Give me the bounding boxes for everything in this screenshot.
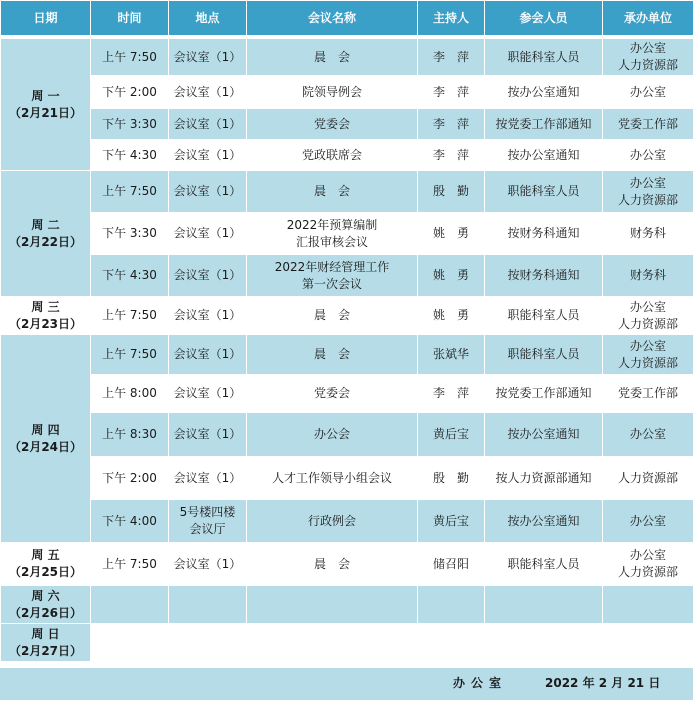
meeting-cell: [247, 586, 418, 624]
meeting-cell-line: 汇报审核会议: [295, 234, 368, 249]
attendees-cell: 职能科室人员: [485, 335, 603, 375]
schedule-row: [1, 335, 694, 375]
place-cell-line: 会议室（1）: [173, 226, 242, 240]
day-label: 周 一: [31, 88, 60, 103]
schedule-row: [1, 543, 694, 586]
organizer-cell: [603, 171, 694, 213]
attendees-cell: 职能科室人员: [485, 39, 603, 76]
schedule-row: [1, 586, 694, 624]
meeting-cell-line: 院领导例会: [301, 84, 362, 99]
host-cell: 李 萍: [418, 140, 485, 171]
meeting-cell: [247, 413, 418, 457]
day-label: 周 四: [31, 422, 60, 437]
place-cell-line: 5号楼四楼: [179, 505, 236, 519]
organizer-cell: [603, 457, 694, 500]
organizer-cell-line: 办公室: [629, 175, 666, 190]
schedule-row: [1, 213, 694, 255]
meeting-cell-line: 2022年财经管理工作: [274, 259, 390, 274]
organizer-cell: [603, 76, 694, 109]
organizer-cell-line: 人力资源部: [617, 58, 678, 72]
host-cell: 李 萍: [418, 39, 485, 76]
organizer-cell-line: 人力资源部: [617, 316, 678, 331]
attendees-cell: 职能科室人员: [485, 297, 603, 335]
time-cell: 下午 3:30: [91, 213, 169, 255]
organizer-cell-line: 办公室: [629, 84, 666, 99]
day-label: 周 二: [31, 217, 60, 232]
time-cell: 下午 4:30: [91, 255, 169, 297]
meeting-cell: [247, 375, 418, 413]
place-cell: [169, 213, 247, 255]
attendees-cell: 按财务科通知: [485, 255, 603, 297]
day-date: （2月21日）: [8, 105, 83, 120]
schedule-row: [1, 297, 694, 335]
organizer-cell-line: 办公室: [629, 299, 666, 314]
meeting-cell: [247, 624, 418, 662]
host-cell: 姚 勇: [418, 297, 485, 335]
footer-org: 办公室: [453, 676, 508, 690]
host-cell: 李 萍: [418, 109, 485, 140]
time-cell: 上午 8:00: [91, 375, 169, 413]
place-cell-line: 会议室（1）: [173, 184, 242, 198]
place-cell: [169, 500, 247, 543]
schedule-row: [1, 500, 694, 543]
time-cell: 下午 4:00: [91, 500, 169, 543]
place-cell: [169, 140, 247, 171]
place-cell-line: 会议室（1）: [173, 347, 242, 361]
meeting-cell: [247, 140, 418, 171]
day-cell: [1, 624, 91, 662]
schedule-row: [1, 255, 694, 297]
day-cell: [1, 543, 91, 586]
meeting-cell-line: 晨 会: [313, 184, 350, 198]
meeting-cell-line: 晨 会: [313, 556, 350, 571]
meeting-cell-line: 办公会: [313, 427, 350, 441]
meeting-cell: [247, 297, 418, 335]
schedule-row: [1, 171, 694, 213]
place-cell: [169, 624, 247, 662]
attendees-cell: 按党委工作部通知: [485, 109, 603, 140]
meeting-cell-line: 2022年预算编制: [286, 217, 378, 232]
time-cell: 上午 7:50: [91, 335, 169, 375]
place-cell: [169, 586, 247, 624]
day-label: 周 五: [31, 548, 60, 562]
place-cell-line: 会议厅: [189, 522, 226, 536]
footer-date: 2022 年 2 月 21 日: [545, 676, 661, 690]
attendees-cell: 按财务科通知: [485, 213, 603, 255]
time-cell: 下午 2:00: [91, 457, 169, 500]
organizer-cell: [603, 335, 694, 375]
time-cell: 下午 2:00: [91, 76, 169, 109]
host-cell: 姚 勇: [418, 213, 485, 255]
attendees-cell: 按党委工作部通知: [485, 375, 603, 413]
organizer-cell-line: 党委工作部: [617, 116, 678, 131]
schedule-row: [1, 109, 694, 140]
schedule-row: [1, 624, 694, 662]
place-cell: [169, 413, 247, 457]
meeting-cell: [247, 457, 418, 500]
meeting-cell: [247, 171, 418, 213]
time-cell: 上午 7:50: [91, 297, 169, 335]
day-date: （2月27日）: [8, 643, 83, 658]
organizer-cell: [603, 140, 694, 171]
organizer-cell-line: 办公室: [629, 147, 666, 162]
organizer-cell: [603, 413, 694, 457]
schedule-row: [1, 413, 694, 457]
attendees-cell: [485, 586, 603, 624]
attendees-cell: 职能科室人员: [485, 171, 603, 213]
host-cell: [418, 624, 485, 662]
header-host: 主持人: [418, 1, 485, 36]
place-cell-line: 会议室（1）: [173, 470, 242, 485]
time-cell: 下午 4:30: [91, 140, 169, 171]
time-cell: 上午 7:50: [91, 543, 169, 586]
host-cell: 殷 勤: [418, 457, 485, 500]
attendees-cell: 按人力资源部通知: [485, 457, 603, 500]
meeting-cell-line: 晨 会: [313, 308, 350, 322]
meeting-cell-line: 晨 会: [313, 49, 350, 64]
place-cell-line: 会议室（1）: [173, 49, 242, 64]
place-cell-line: 会议室（1）: [173, 147, 242, 162]
day-cell: [1, 335, 91, 543]
organizer-cell: [603, 213, 694, 255]
meeting-cell-line: 党委会: [313, 386, 350, 400]
place-cell-line: 会议室（1）: [173, 116, 242, 131]
place-cell: [169, 255, 247, 297]
meeting-cell: [247, 213, 418, 255]
place-cell: [169, 375, 247, 413]
meeting-cell-line: 人才工作领导小组会议: [271, 470, 392, 485]
attendees-cell: 按办公室通知: [485, 140, 603, 171]
organizer-cell: [603, 109, 694, 140]
time-cell: 上午 7:50: [91, 171, 169, 213]
schedule-row: [1, 76, 694, 109]
organizer-cell-line: 办公室: [629, 548, 666, 562]
place-cell: [169, 109, 247, 140]
header-date: 日期: [1, 1, 91, 36]
meeting-cell-line: 第一次会议: [301, 276, 362, 291]
organizer-cell-line: 人力资源部: [617, 355, 678, 370]
organizer-cell-line: 党委工作部: [617, 386, 678, 400]
day-cell: [1, 586, 91, 624]
organizer-cell: [603, 375, 694, 413]
meeting-cell: [247, 500, 418, 543]
place-cell: [169, 297, 247, 335]
meeting-cell: [247, 543, 418, 586]
place-cell: [169, 76, 247, 109]
header-organizer: 承办单位: [603, 1, 694, 36]
place-cell-line: 会议室（1）: [173, 268, 242, 282]
organizer-cell-line: 人力资源部: [617, 470, 678, 485]
meeting-cell-line: 晨 会: [313, 347, 350, 361]
host-cell: 殷 勤: [418, 171, 485, 213]
organizer-cell: [603, 39, 694, 76]
day-date: （2月25日）: [8, 565, 83, 579]
meeting-cell: [247, 335, 418, 375]
meeting-cell: [247, 76, 418, 109]
schedule-row: [1, 39, 694, 76]
schedule-row: [1, 457, 694, 500]
place-cell-line: 会议室（1）: [173, 386, 242, 400]
header-attendees: 参会人员: [485, 1, 603, 36]
attendees-cell: [485, 624, 603, 662]
host-cell: 李 萍: [418, 76, 485, 109]
meeting-cell-line: 行政例会: [307, 513, 356, 528]
header-row: [1, 1, 694, 36]
time-cell: 上午 8:30: [91, 413, 169, 457]
time-cell: [91, 624, 169, 662]
organizer-cell-line: 办公室: [629, 427, 666, 441]
day-label: 周 日: [31, 626, 60, 641]
time-cell: 上午 7:50: [91, 39, 169, 76]
organizer-cell-line: 办公室: [629, 513, 666, 528]
header-place: 地点: [169, 1, 247, 36]
meeting-cell-line: 党委会: [313, 116, 350, 131]
place-cell-line: 会议室（1）: [173, 84, 242, 99]
organizer-cell-line: 办公室: [629, 338, 666, 353]
place-cell: [169, 171, 247, 213]
day-label: 周 三: [31, 299, 60, 314]
organizer-cell-line: 财务科: [629, 268, 666, 282]
day-cell: [1, 171, 91, 297]
time-cell: [91, 586, 169, 624]
schedule-row: [1, 375, 694, 413]
attendees-cell: 按办公室通知: [485, 76, 603, 109]
host-cell: 黄后宝: [418, 500, 485, 543]
organizer-cell-line: 人力资源部: [617, 565, 678, 579]
organizer-cell: [603, 297, 694, 335]
organizer-cell: [603, 624, 694, 662]
place-cell: [169, 543, 247, 586]
day-date: （2月22日）: [8, 234, 83, 249]
host-cell: [418, 586, 485, 624]
day-cell: [1, 297, 91, 335]
attendees-cell: 职能科室人员: [485, 543, 603, 586]
host-cell: 李 萍: [418, 375, 485, 413]
day-label: 周 六: [31, 588, 60, 603]
schedule-row: [1, 140, 694, 171]
meeting-cell: [247, 255, 418, 297]
header-time: 时间: [91, 1, 169, 36]
host-cell: 储召阳: [418, 543, 485, 586]
header-meeting: 会议名称: [247, 1, 418, 36]
organizer-cell: [603, 255, 694, 297]
meeting-cell-line: 党政联席会: [301, 147, 362, 162]
organizer-cell-line: 办公室: [629, 41, 666, 55]
day-date: （2月26日）: [8, 605, 83, 620]
organizer-cell: [603, 586, 694, 624]
host-cell: 姚 勇: [418, 255, 485, 297]
attendees-cell: 按办公室通知: [485, 500, 603, 543]
place-cell: [169, 39, 247, 76]
place-cell-line: 会议室（1）: [173, 556, 242, 571]
organizer-cell: [603, 500, 694, 543]
meeting-cell: [247, 109, 418, 140]
organizer-cell: [603, 543, 694, 586]
meeting-cell: [247, 39, 418, 76]
organizer-cell-line: 人力资源部: [617, 192, 678, 207]
day-date: （2月23日）: [8, 316, 83, 331]
day-cell: [1, 39, 91, 171]
attendees-cell: 按办公室通知: [485, 413, 603, 457]
host-cell: 张斌华: [418, 335, 485, 375]
place-cell: [169, 457, 247, 500]
organizer-cell-line: 财务科: [629, 226, 666, 240]
place-cell: [169, 335, 247, 375]
host-cell: 黄后宝: [418, 413, 485, 457]
day-date: （2月24日）: [8, 439, 83, 454]
place-cell-line: 会议室（1）: [173, 308, 242, 322]
place-cell-line: 会议室（1）: [173, 427, 242, 441]
time-cell: 下午 3:30: [91, 109, 169, 140]
